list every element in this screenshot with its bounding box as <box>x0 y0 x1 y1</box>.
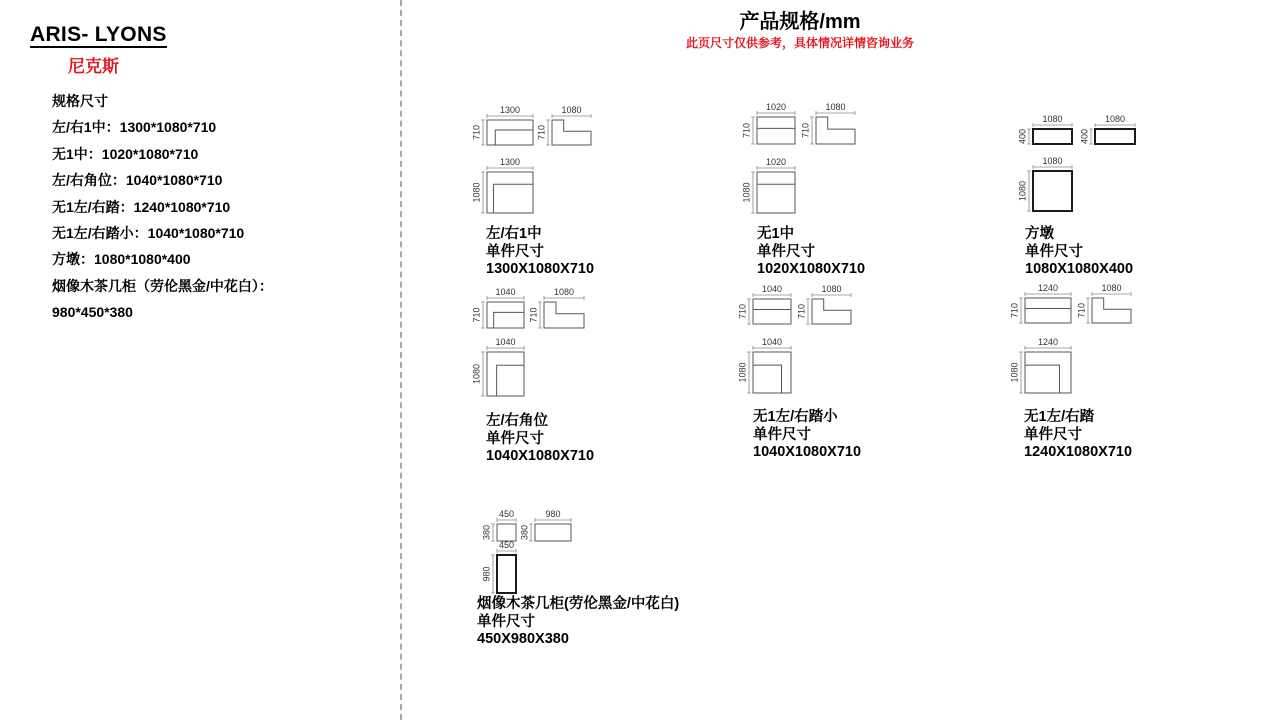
product-2-side-height-label: 710 <box>800 122 811 139</box>
product-2-front-width-label: 1020 <box>765 102 787 112</box>
product-5-top-height-dimension-line <box>747 352 751 393</box>
product-3-front-width-label: 1080 <box>1042 114 1063 124</box>
product-2-top-width-label: 1020 <box>765 157 787 167</box>
product-1-side-width-label: 1080 <box>561 105 582 115</box>
product-5-top-height-label: 1080 <box>737 362 748 383</box>
product-name: 左/右1中 <box>486 226 542 242</box>
spec-heading: 规格尺寸 <box>52 93 108 109</box>
product-5-caption <box>753 409 861 462</box>
size-value: 1240X1080X710 <box>1024 444 1133 460</box>
size-label: 单件尺寸 <box>486 430 544 447</box>
product-1-front-outline <box>487 120 533 145</box>
product-5-front-height-dimension-line <box>747 299 751 324</box>
product-2-front-height-label: 710 <box>741 122 752 139</box>
product-1-front-height-label: 710 <box>471 124 482 141</box>
product-1-top-height-label: 1080 <box>471 182 482 203</box>
product-1-top-width-label: 1300 <box>499 157 521 167</box>
product-7-front-outline <box>497 524 516 541</box>
product-5-side-view <box>796 284 851 324</box>
product-3-side-height-dimension-line <box>1089 129 1093 144</box>
product-3-front-outline <box>1033 129 1072 144</box>
product-7-side-view <box>519 509 571 541</box>
product-4-side-outline <box>544 302 584 328</box>
product-2-top-height-dimension-line <box>751 172 755 213</box>
product-1-side-profile <box>552 120 591 145</box>
product-2-top-height-label: 1080 <box>741 182 752 203</box>
product-4-top-backrest-line <box>497 365 524 396</box>
product-7-top-outline <box>497 555 516 593</box>
product-6-side-outline <box>1092 298 1131 323</box>
product-7-caption <box>477 596 679 649</box>
size-value: 450X980X380 <box>477 631 569 647</box>
product-5-top-backrest-line <box>753 365 782 393</box>
product-7-side-outline <box>535 524 571 541</box>
brand-name: ARIS- LYONS <box>30 23 167 46</box>
product-6-top-width-label: 1240 <box>1037 337 1059 347</box>
product-5-side-outline <box>812 299 851 324</box>
product-3-top-view <box>1017 156 1072 211</box>
product-4-front-height-dimension-line <box>481 302 485 328</box>
product-5-side-width-label: 1080 <box>821 284 842 294</box>
product-5-side-height-dimension-line <box>806 299 810 324</box>
product-7-side-height-label: 380 <box>519 524 530 541</box>
product-7-front-height-label: 380 <box>481 524 492 541</box>
spec-line: 980*450*380 <box>52 304 133 321</box>
disclaimer-note: 此页尺寸仅供参考，具体情况详情咨询业务 <box>685 36 914 50</box>
product-5-top-view <box>737 337 791 393</box>
product-5-front-view <box>737 284 791 324</box>
product-4-top-width-label: 1040 <box>495 337 516 347</box>
product-3-caption <box>1025 226 1133 279</box>
product-3-side-view <box>1079 114 1135 144</box>
size-label: 单件尺寸 <box>753 426 811 443</box>
product-3-front-height-dimension-line <box>1027 129 1031 144</box>
product-4-top-outline <box>487 352 524 396</box>
product-5-front-width-label: 1040 <box>761 284 783 294</box>
product-6-caption <box>1024 409 1132 462</box>
product-1-front-height-dimension-line <box>481 120 485 145</box>
page-title: 产品规格/mm <box>739 11 861 33</box>
spec-line: 左/右角位：1040*1080*710 <box>52 172 223 189</box>
product-1-front-view <box>471 105 533 145</box>
product-1-front-seat-line <box>495 130 533 145</box>
product-6-front-view <box>1009 283 1071 323</box>
product-4-side-width-label: 1080 <box>553 287 575 297</box>
product-2-side-height-dimension-line <box>810 117 814 144</box>
product-name: 无1左/右踏 <box>1024 409 1095 425</box>
product-5-side-height-label: 710 <box>796 303 807 320</box>
product-6-front-outline <box>1025 298 1071 323</box>
product-1-side-height-dimension-line <box>546 120 550 145</box>
product-4-caption <box>486 413 594 466</box>
size-label: 单件尺寸 <box>486 243 544 260</box>
size-value: 1040X1080X710 <box>486 448 595 464</box>
product-6-side-height-label: 710 <box>1076 302 1087 319</box>
size-value: 1040X1080X710 <box>753 444 862 460</box>
product-7-top-height-dimension-line <box>491 555 495 593</box>
product-3-top-height-label: 1080 <box>1017 180 1028 202</box>
product-2-side-width-label: 1080 <box>825 102 846 112</box>
product-6-top-height-dimension-line <box>1019 352 1023 393</box>
product-6-side-profile <box>1092 298 1131 323</box>
product-6-side-height-dimension-line <box>1086 298 1090 323</box>
product-5-front-outline <box>753 299 791 324</box>
product-name: 无1左/右踏小 <box>753 409 838 425</box>
product-4-top-height-dimension-line <box>481 352 485 396</box>
spec-line: 无1左/右踏小：1040*1080*710 <box>52 225 245 242</box>
product-5-side-profile <box>812 299 851 324</box>
product-5-top-width-label: 1040 <box>761 337 783 347</box>
product-3-side-height-label: 400 <box>1079 128 1090 145</box>
spec-line: 方墩：1080*1080*400 <box>52 251 191 268</box>
product-2-front-height-dimension-line <box>751 117 755 144</box>
product-7-top-height-label: 980 <box>481 566 492 582</box>
product-4-front-view <box>471 287 524 328</box>
product-6-top-view <box>1009 337 1071 393</box>
product-1-top-view <box>471 157 533 213</box>
size-label: 单件尺寸 <box>1025 243 1083 260</box>
product-1-caption <box>486 226 594 279</box>
product-4-front-seat-line <box>494 312 524 328</box>
size-label: 单件尺寸 <box>477 613 535 630</box>
product-6-side-view <box>1076 283 1131 323</box>
product-4-top-view <box>471 337 524 396</box>
product-name: 无1中 <box>757 226 795 242</box>
product-4-top-height-label: 1080 <box>471 363 482 385</box>
spec-line: 无1中：1020*1080*710 <box>52 145 199 162</box>
product-4-side-height-dimension-line <box>538 302 542 328</box>
product-name: 方墩 <box>1025 226 1054 242</box>
product-6-front-width-label: 1240 <box>1037 283 1059 293</box>
product-5-top-outline <box>753 352 791 393</box>
size-label: 单件尺寸 <box>757 243 815 260</box>
product-name: 烟像木茶几柜(劳伦黑金/中花白) <box>477 596 680 612</box>
product-4-side-profile <box>544 302 584 328</box>
product-6-top-outline <box>1025 352 1071 393</box>
product-7-top-width-label: 450 <box>498 540 515 550</box>
spec-line: 左/右1中：1300*1080*710 <box>52 119 217 136</box>
product-6-side-width-label: 1080 <box>1101 283 1122 293</box>
product-7-front-height-dimension-line <box>491 524 495 541</box>
product-2-top-view <box>741 157 795 213</box>
product-7-front-width-label: 450 <box>498 509 515 519</box>
product-7-side-height-dimension-line <box>529 524 533 541</box>
product-4-front-outline <box>487 302 524 328</box>
product-3-top-height-dimension-line <box>1027 171 1031 211</box>
product-2-caption <box>757 226 865 279</box>
product-5-front-height-label: 710 <box>737 303 748 320</box>
product-2-front-outline <box>757 117 795 144</box>
product-3-top-width-label: 1080 <box>1042 156 1063 166</box>
product-1-side-height-label: 710 <box>536 124 547 141</box>
spec-line: 无1左/右踏：1240*1080*710 <box>52 198 231 215</box>
product-3-side-width-label: 1080 <box>1104 114 1126 124</box>
product-4-front-width-label: 1040 <box>495 287 516 297</box>
product-7-side-width-label: 980 <box>545 509 561 519</box>
product-2-side-view <box>800 102 855 144</box>
product-3-side-outline <box>1095 129 1135 144</box>
product-4-front-height-label: 710 <box>471 307 482 323</box>
product-4-side-view <box>528 287 584 328</box>
product-6-front-height-label: 710 <box>1009 302 1020 319</box>
product-2-side-profile <box>816 117 855 144</box>
product-1-front-width-label: 1300 <box>499 105 521 115</box>
brand-chinese-name: 尼克斯 <box>68 57 119 76</box>
product-2-front-view <box>741 102 795 144</box>
spec-line: 烟像木茶几柜（劳伦黑金/中花白）： <box>52 277 273 294</box>
size-label: 单件尺寸 <box>1024 426 1082 443</box>
size-value: 1300X1080X710 <box>486 261 595 277</box>
product-2-side-outline <box>816 117 855 144</box>
product-3-front-height-label: 400 <box>1017 128 1028 145</box>
product-7-top-view <box>481 540 516 593</box>
product-1-side-outline <box>552 120 591 145</box>
product-1-top-backrest-line <box>493 184 533 213</box>
product-6-front-height-dimension-line <box>1019 298 1023 323</box>
product-6-top-backrest-line <box>1025 365 1060 393</box>
product-1-top-height-dimension-line <box>481 172 485 213</box>
product-6-top-height-label: 1080 <box>1009 362 1020 383</box>
product-name: 左/右角位 <box>486 413 549 429</box>
size-value: 1020X1080X710 <box>757 261 866 277</box>
product-3-front-view <box>1017 114 1072 144</box>
size-value: 1080X1080X400 <box>1025 261 1134 277</box>
product-7-front-view <box>481 509 516 541</box>
product-2-top-outline <box>757 172 795 213</box>
product-3-top-outline <box>1033 171 1072 211</box>
product-4-side-height-label: 710 <box>528 307 539 323</box>
product-1-side-view <box>536 105 591 145</box>
